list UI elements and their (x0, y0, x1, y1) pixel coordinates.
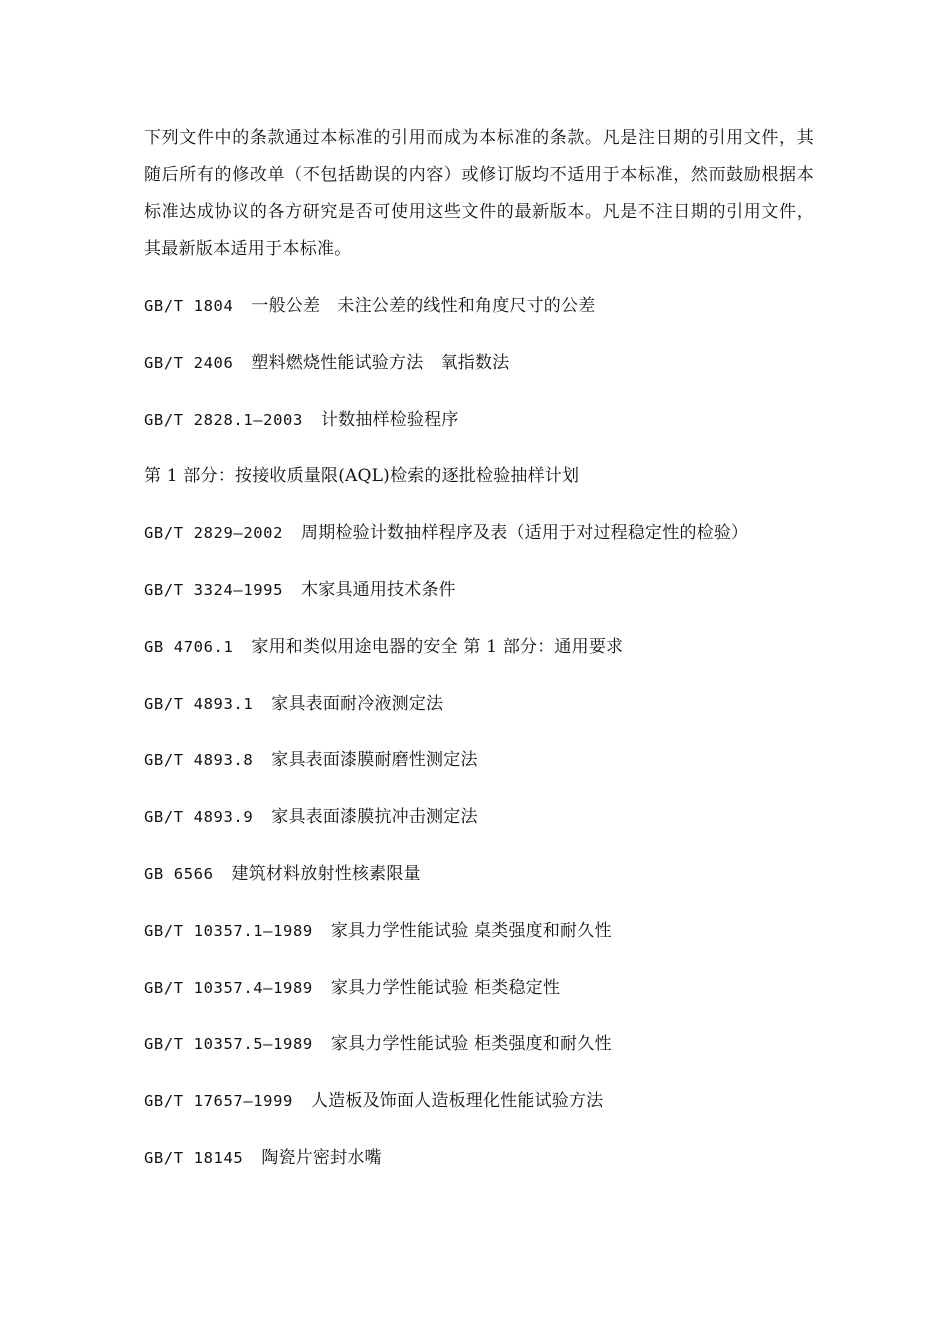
reference-title: 家具力学性能试验 柜类强度和耐久性 (330, 1034, 612, 1055)
reference-title: 家具表面耐冷液测定法 (271, 693, 444, 714)
reference-code: GB 6566 (144, 864, 214, 883)
reference-code: GB/T 4893.8 (144, 751, 254, 770)
reference-item (144, 744, 824, 801)
reference-code: GB/T 4893.1 (144, 694, 254, 713)
reference-title: 陶瓷片密封水嘴 (261, 1147, 382, 1168)
reference-item (144, 631, 824, 688)
intro-paragraph: 下列文件中的条款通过本标准的引用而成为本标准的条款。凡是注日期的引用文件，其随后所有的修改单（不包括勘误的内容）或修订版均不适用于本标准，然而鼓励根据本标准达成协议的各方研究是否可使用这些文件的最新版本。凡是不注日期的引用文件，其最新版本适用于本标准。 (144, 128, 814, 259)
reference-item (144, 688, 824, 745)
reference-title: 建筑材料放射性核素限量 (231, 863, 421, 884)
reference-code: GB 4706.1 (144, 637, 234, 656)
reference-code: GB/T 2828.1—2003 (144, 410, 303, 429)
reference-item (144, 404, 824, 461)
reference-code: GB/T 2406 (144, 353, 234, 372)
reference-item-continuation (144, 460, 824, 517)
reference-item (144, 1142, 824, 1199)
reference-code: GB/T 1804 (144, 297, 234, 315)
reference-item (144, 1028, 824, 1085)
reference-code: GB/T 10357.1—1989 (144, 921, 313, 940)
reference-title: 第 1 部分：按接收质量限(AQL)检索的逐批检验抽样计划 (144, 466, 580, 487)
reference-title: 一般公差 未注公差的线性和角度尺寸的公差 (251, 296, 596, 316)
reference-title: 周期检验计数抽样程序及表（适用于对过程稳定性的检验） (301, 523, 749, 544)
reference-item (144, 915, 824, 972)
reference-title: 计数抽样检验程序 (320, 409, 459, 430)
reference-item (144, 347, 824, 404)
reference-code: GB/T 2829—2002 (144, 524, 284, 543)
reference-item (144, 290, 824, 347)
reference-title: 塑料燃烧性能试验方法 氧指数法 (251, 352, 510, 373)
reference-code: GB/T 17657—1999 (144, 1092, 293, 1111)
reference-item (144, 858, 824, 915)
reference-code: GB/T 3324—1995 (144, 580, 284, 599)
normative-references-list (144, 290, 824, 1199)
reference-title: 家具力学性能试验 桌类强度和耐久性 (330, 920, 612, 941)
reference-code: GB/T 18145 (144, 1148, 244, 1167)
reference-code: GB/T 10357.4—1989 (144, 978, 313, 997)
reference-title: 家具表面漆膜耐磨性测定法 (271, 750, 478, 771)
reference-code: GB/T 4893.9 (144, 808, 254, 827)
reference-item (144, 801, 824, 858)
reference-code: GB/T 10357.5—1989 (144, 1035, 313, 1054)
reference-item (144, 517, 824, 574)
reference-title: 家具表面漆膜抗冲击测定法 (271, 807, 478, 828)
reference-item (144, 574, 824, 631)
reference-item (144, 972, 824, 1029)
reference-title: 木家具通用技术条件 (301, 579, 456, 600)
reference-title: 人造板及饰面人造板理化性能试验方法 (310, 1091, 604, 1112)
reference-title: 家用和类似用途电器的安全 第 1 部分：通用要求 (251, 636, 624, 657)
reference-item (144, 1085, 824, 1142)
reference-title: 家具力学性能试验 柜类稳定性 (330, 977, 561, 998)
